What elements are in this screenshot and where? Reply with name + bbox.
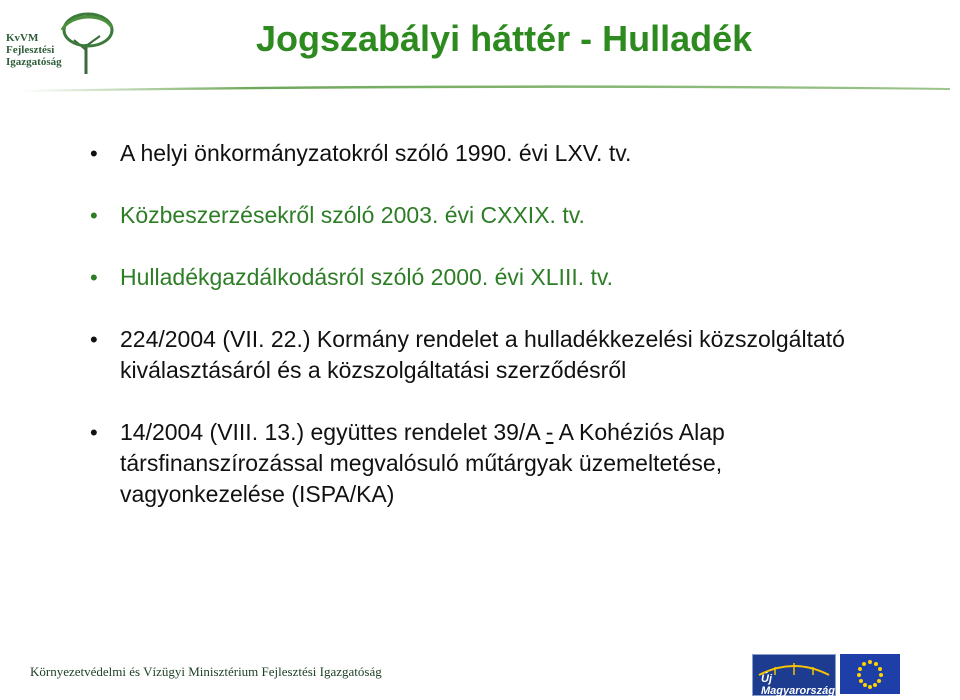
- bullet-item-5: [86, 417, 866, 510]
- bullet-item-5-after: A Kohéziós Alap társfinanszírozással megvalósuló műtárgyak üzemeltetése, vagyonkezelése (ISPA/KA): [120, 419, 725, 507]
- uj-magyarorszag-text: Új Magyarország: [761, 673, 835, 697]
- footer-text: Környezetvédelmi és Vízügyi Minisztérium Fejlesztési Igazgatóság: [30, 664, 382, 679]
- page-title: Jogszabályi háttér - Hulladék: [256, 18, 753, 59]
- eu-flag-logo: [840, 654, 900, 694]
- logo-line-2: Fejlesztési: [6, 44, 55, 56]
- eu-flag-icon: [840, 654, 900, 694]
- bullet-item-2: • Közbeszerzésekről szóló 2003. évi CXXIX. tv.: [86, 200, 866, 231]
- logo-line-1: KvVM: [6, 32, 39, 44]
- bullet-item-4: • 224/2004 (VII. 22.) Kormány rendelet a hulladékkezelési közszolgáltató kiválasztásáról és a közszolgáltatási szerződésről: [86, 324, 866, 386]
- logo-text: [6, 32, 62, 68]
- uj-magyarorszag-logo: [752, 654, 836, 696]
- bullet-list: [86, 138, 866, 510]
- kvvm-logo: [2, 10, 112, 80]
- bullet-item-1: • A helyi önkormányzatokról szóló 1990. évi LXV. tv.: [86, 138, 866, 169]
- tree-icon: [56, 10, 116, 76]
- bullet-item-3: • Hulladékgazdálkodásról szóló 2000. évi XLIII. tv.: [86, 262, 866, 293]
- bullet-item-5-before: 14/2004 (VIII. 13.) együttes rendelet 39/A: [120, 419, 546, 445]
- title-underline: [20, 84, 950, 92]
- logo-line-3: Igazgatóság: [6, 56, 62, 68]
- bullet-item-5-dash: -: [545, 419, 554, 445]
